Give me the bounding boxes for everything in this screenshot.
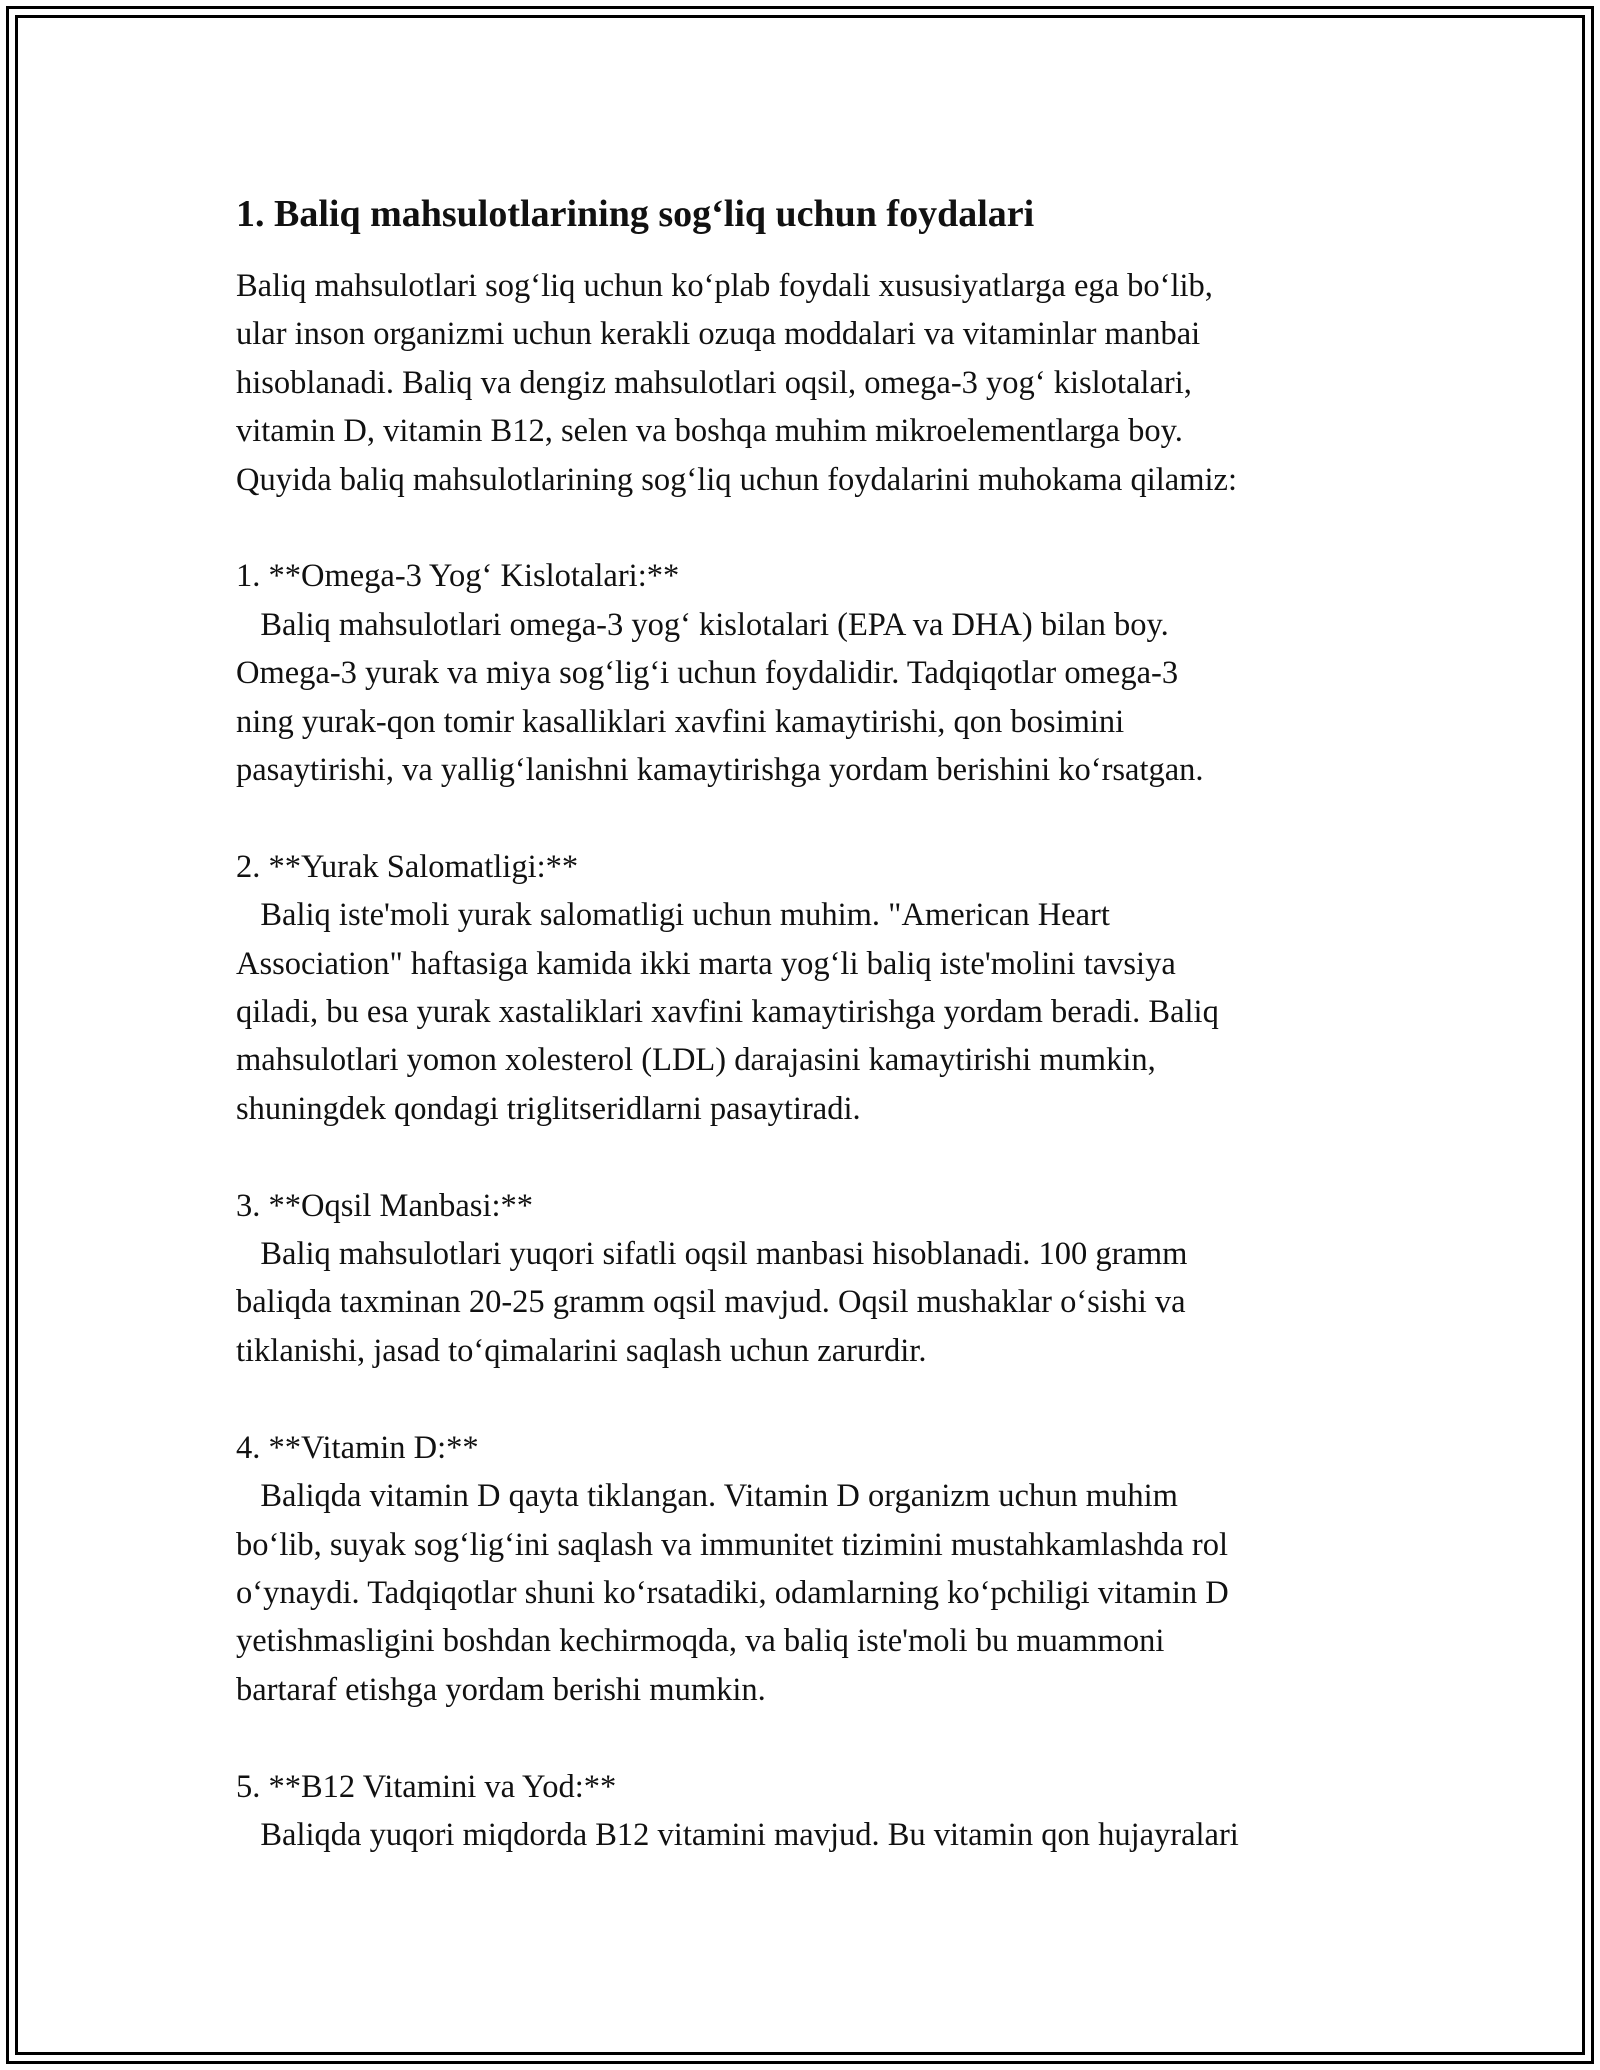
section-line: bartaraf etishga yordam berishi mumkin. — [236, 1671, 766, 1708]
intro-line: hisoblanadi. Baliq va dengiz mahsulotlari oqsil, omega-3 yog‘ kislotalari, — [236, 364, 1192, 401]
section-line: Baliqda yuqori miqdorda B12 vitamini mavjud. Bu vitamin qon hujayralari — [236, 1816, 1239, 1853]
intro-line: ular inson organizmi uchun kerakli ozuqa moddalari va vitaminlar manbai — [236, 316, 1201, 353]
section-line: pasaytirishi, va yallig‘lanishni kamaytirishga yordam berishini ko‘rsatgan. — [236, 752, 1204, 789]
section-heart-health — [236, 843, 1396, 1133]
section-line: bo‘lib, suyak sog‘lig‘ini saqlash va immunitet tizimini mustahkamlashda rol — [236, 1526, 1229, 1563]
section-line: baliqda taxminan 20-25 gramm oqsil mavjud. Oqsil mushaklar o‘sishi va — [236, 1284, 1186, 1321]
section-line: mahsulotlari yomon xolesterol (LDL) darajasini kamaytirishi mumkin, — [236, 1042, 1156, 1079]
section-line: ning yurak-qon tomir kasalliklari xavfini kamaytirishi, qon bosimini — [236, 703, 1125, 740]
document-title: 1. Baliq mahsulotlarining sog‘liq uchun foydalari — [236, 193, 1035, 235]
section-heading: 5. **B12 Vitamini va Yod:** — [236, 1768, 617, 1805]
intro-line: Baliq mahsulotlari sog‘liq uchun ko‘plab foydali xususiyatlarga ega bo‘lib, — [236, 268, 1213, 304]
intro-line: vitamin D, vitamin B12, selen va boshqa muhim mikroelementlarga boy. — [236, 413, 1183, 450]
section-line: shuningdek qondagi triglitseridlarni pasaytiradi. — [236, 1090, 861, 1127]
section-omega3 — [236, 552, 1396, 794]
section-line: Omega-3 yurak va miya sog‘lig‘i uchun foydalidir. Tadqiqotlar omega-3 — [236, 655, 1179, 692]
intro-line: Quyida baliq mahsulotlarining sog‘liq uchun foydalarini muhokama qilamiz: — [236, 461, 1237, 498]
section-heading: 1. **Omega-3 Yog‘ Kislotalari:** — [236, 558, 680, 595]
section-line: Baliq iste'moli yurak salomatligi uchun muhim. "American Heart — [236, 897, 1110, 934]
section-line: Association" haftasiga kamida ikki marta yog‘li baliq iste'molini tavsiya — [236, 945, 1176, 982]
section-heading: 2. **Yurak Salomatligi:** — [236, 848, 579, 885]
section-b12-iodine — [236, 1763, 1396, 1860]
section-heading: 3. **Oqsil Manbasi:** — [236, 1187, 534, 1224]
section-line: Baliq mahsulotlari omega-3 yog‘ kislotalari (EPA va DHA) bilan boy. — [236, 606, 1169, 643]
section-line: tiklanishi, jasad to‘qimalarini saqlash uchun zarurdir. — [236, 1332, 927, 1369]
section-line: qiladi, bu esa yurak xastaliklari xavfini kamaytirishga yordam beradi. Baliq — [236, 994, 1219, 1031]
section-vitamin-d — [236, 1424, 1396, 1714]
section-protein-source — [236, 1182, 1396, 1376]
document-body — [236, 186, 1396, 1859]
section-line: o‘ynaydi. Tadqiqotlar shuni ko‘rsatadiki, odamlarning ko‘pchiligi vitamin D — [236, 1574, 1229, 1611]
section-heading: 4. **Vitamin D:** — [236, 1429, 479, 1466]
section-line: Baliqda vitamin D qayta tiklangan. Vitamin D organizm uchun muhim — [236, 1478, 1178, 1515]
section-line: Baliq mahsulotlari yuqori sifatli oqsil manbasi hisoblanadi. 100 gramm — [236, 1236, 1188, 1273]
section-line: yetishmasligini boshdan kechirmoqda, va baliq iste'moli bu muammoni — [236, 1623, 1165, 1660]
intro-paragraph — [236, 262, 1396, 504]
